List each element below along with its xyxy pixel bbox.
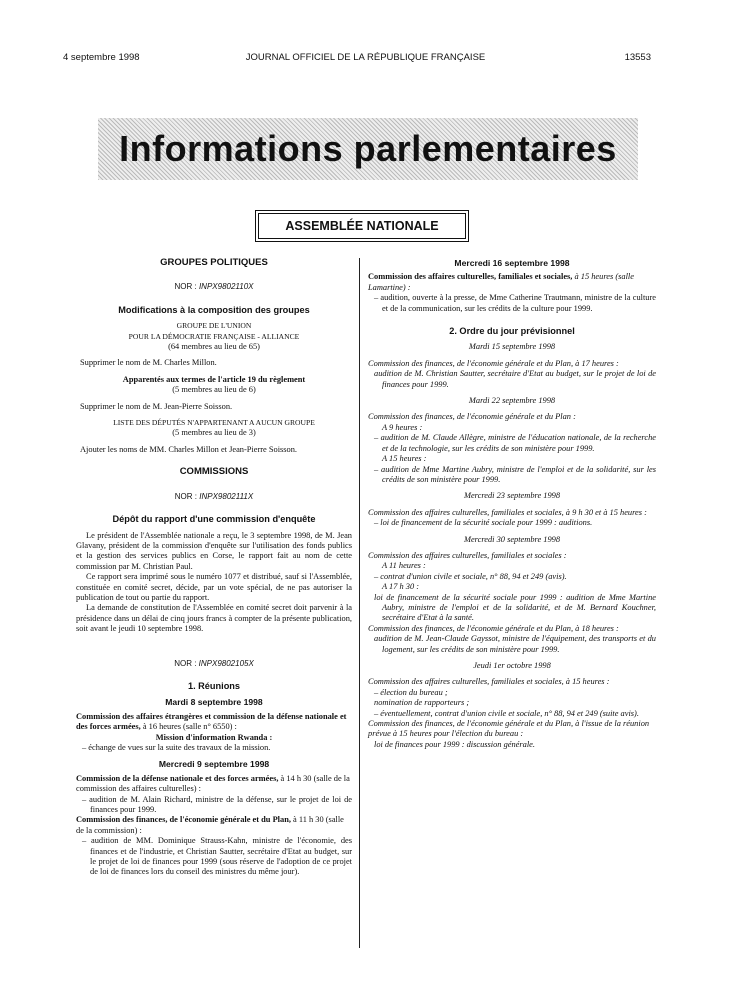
time-slot: A 15 heures :: [382, 454, 427, 464]
modifications-heading: Modifications à la composition des groupes: [118, 304, 310, 315]
meeting-commission: Commission des affaires culturelles, familiales et sociales :: [368, 550, 567, 560]
meeting-commission: Commission des finances, de l'économie générale et du Plan, à l'issue de la réunion prévue à 15 heures pour l'élection du bureau :: [368, 719, 650, 739]
date-mardi-22: Mardi 22 septembre 1998: [468, 396, 556, 406]
commissions-heading: COMMISSIONS: [179, 466, 249, 478]
agenda-item: audition de M. Jean-Claude Gayssot, ministre de l'équipement, des transports et du logement, sur les crédits de son ministère pour 1999.: [374, 634, 656, 654]
ordre-du-jour-heading: 2. Ordre du jour prévisionnel: [449, 326, 575, 337]
agenda-item: loi de financement de la sécurité sociale pour 1999 : audition de Mme Martine Aubry, ministre de l'emploi et de la solidarité, et de M. Bernard Kouchner, secrétaire d'Etat à la santé.: [374, 592, 656, 623]
date-mercredi-16: Mercredi 16 septembre 1998: [454, 258, 570, 268]
date-mardi-8: Mardi 8 septembre 1998: [165, 697, 263, 708]
date-mercredi-9: Mercredi 9 septembre 1998: [158, 759, 270, 770]
right-column: [368, 258, 656, 750]
groupes-heading: GROUPES POLITIQUES: [160, 257, 268, 268]
meeting-commission: Commission des affaires culturelles, familiales et sociales, à 15 heures :: [368, 677, 610, 687]
agenda-item: audition de M. Christian Sautter, secrétaire d'Etat au budget, sur le projet de loi de finances pour 1999.: [374, 369, 656, 389]
header-date: 4 septembre 1998: [63, 52, 140, 63]
group-name-line2: POUR LA DÉMOCRATIE FRANÇAISE - ALLIANCE: [128, 331, 300, 341]
group-member-count: (64 membres au lieu de 65): [168, 342, 260, 352]
meeting-commission: Commission des finances, de l'économie générale et du Plan, à 11 h 30 (salle de la commission) :: [76, 815, 344, 835]
agenda-item: – audition de M. Claude Allègre, ministre de l'éducation nationale, de la recherche et de la technologie, sur les crédits de son ministère pour 1999.: [374, 433, 656, 453]
date-mardi-15: Mardi 15 septembre 1998: [468, 342, 556, 352]
agenda-item: – audition de M. Alain Richard, ministre de la défense, sur le projet de loi de finances pour 1999.: [82, 794, 352, 815]
depot-paragraph-1: Le président de l'Assemblée nationale a reçu, le 3 septembre 1998, de M. Jean Glavany, président de la commission d'enquête sur l'utilisation des fonds publics et la gestion des services publics en Corse, le rapport fait au nom de cette commission par M. Christian Paul.: [76, 530, 352, 571]
agenda-item: nomination de rapporteurs ;: [374, 698, 470, 708]
time-slot: A 17 h 30 :: [382, 582, 420, 592]
depot-paragraph-2: Ce rapport sera imprimé sous le numéro 1077 et distribué, sauf si l'Assemblée, constituée en comité secret, décide, par un vote spécial, de ne pas autoriser la publication de tout ou partie du rapport.: [76, 572, 352, 602]
apparentes-action: Supprimer le nom de M. Jean-Pierre Soisson.: [80, 401, 233, 411]
group-name-line1: GROUPE DE L'UNION: [176, 321, 252, 331]
agenda-item: – élection du bureau ;: [374, 687, 448, 697]
date-mercredi-23: Mercredi 23 septembre 1998: [463, 491, 561, 501]
agenda-item: – audition, ouverte à la presse, de Mme Catherine Trautmann, ministre de la culture et de la communication, sur les crédits de la culture pour 1999.: [374, 293, 656, 313]
agenda-item: – audition de MM. Dominique Strauss-Kahn, ministre de l'économie, des finances et de l'industrie, et Christian Sautter, secrétaire d'Etat au budget, sur le projet de loi de finances pour 1999 (sous réserve de l'adoption de ce projet de loi de finances lors du conseil des ministres du même jour).: [82, 836, 352, 877]
meeting-commission: Commission de la défense nationale et des forces armées, à 14 h 30 (salle de la commission des affaires culturelles) :: [76, 773, 350, 794]
nor-reference: NOR : INPX9802111X: [174, 491, 254, 501]
apparentes-count: (5 membres au lieu de 6): [172, 385, 256, 395]
agenda-item: – contrat d'union civile et sociale, n° 88, 94 et 249 (avis).: [374, 571, 567, 581]
date-jeudi-1: Jeudi 1er octobre 1998: [473, 661, 551, 670]
date-mercredi-30: Mercredi 30 septembre 1998: [463, 534, 561, 544]
reunions-heading: 1. Réunions: [187, 680, 241, 691]
nor-reference: NOR : INPX9802110X: [174, 282, 254, 292]
non-inscrits-heading: LISTE DES DÉPUTÉS N'APPARTENANT A AUCUN GROUPE: [113, 418, 315, 428]
agenda-item: loi de finances pour 1999 : discussion générale.: [374, 739, 535, 749]
meeting-commission: Commission des affaires culturelles, familiales et sociales, à 9 h 30 et à 15 heures :: [368, 507, 647, 517]
meeting-commission: Commission des finances, de l'économie générale et du Plan, à 17 heures :: [368, 358, 619, 368]
meeting-commission: Commission des affaires culturelles, familiales et sociales, à 15 heures (salle Lamartine) :: [368, 272, 634, 292]
mission-title: Mission d'information Rwanda :: [155, 732, 273, 742]
left-column: [76, 258, 352, 878]
agenda-item: – échange de vues sur la suite des travaux de la mission.: [82, 743, 271, 752]
apparentes-heading: Apparentés aux termes de l'article 19 du règlement: [122, 374, 306, 384]
agenda-item: – loi de financement de la sécurité sociale pour 1999 : auditions.: [374, 518, 593, 528]
meeting-commission: Commission des finances, de l'économie générale et du Plan :: [368, 412, 576, 422]
meeting-commission: Commission des finances, de l'économie générale et du Plan, à 18 heures :: [368, 623, 619, 633]
header-journal-title: JOURNAL OFFICIEL DE LA RÉPUBLIQUE FRANÇAISE: [245, 52, 486, 63]
meeting-commission: Commission des affaires étrangères et commission de la défense nationale et des forces armées, à 16 heures (salle n° 6550) :: [76, 711, 347, 732]
agenda-item: – audition de Mme Martine Aubry, ministre de l'emploi et de la solidarité, sur les crédits de son ministère pour 1999.: [374, 464, 656, 484]
time-slot: A 9 heures :: [382, 422, 423, 432]
non-inscrits-action: Ajouter les noms de MM. Charles Millon et Jean-Pierre Soisson.: [80, 444, 298, 454]
agenda-item: – éventuellement, contrat d'union civile et sociale, n° 88, 94 et 249 (suite avis).: [374, 708, 639, 718]
nor-reference: NOR : INPX9802105X: [174, 658, 254, 668]
depot-heading: Dépôt du rapport d'une commission d'enquête: [112, 514, 316, 525]
banner-title: Informations parlementaires: [119, 128, 617, 169]
section-banner: [98, 118, 638, 180]
header-page-number: 13553: [624, 52, 651, 63]
assembly-title-box: ASSEMBLÉE NATIONALE: [258, 213, 466, 239]
group-action: Supprimer le nom de M. Charles Millon.: [80, 358, 217, 368]
depot-paragraph-3: La demande de constitution de l'Assemblée en comité secret doit parvenir à la présidence dans un délai de cinq jours francs à compter de la présente publication, soit avant le jeudi 10 septembre 1998.: [76, 603, 352, 634]
column-divider: [359, 258, 360, 948]
non-inscrits-count: (5 membres au lieu de 3): [172, 428, 256, 438]
time-slot: A 11 heures :: [382, 561, 426, 571]
page-header: [0, 52, 731, 66]
